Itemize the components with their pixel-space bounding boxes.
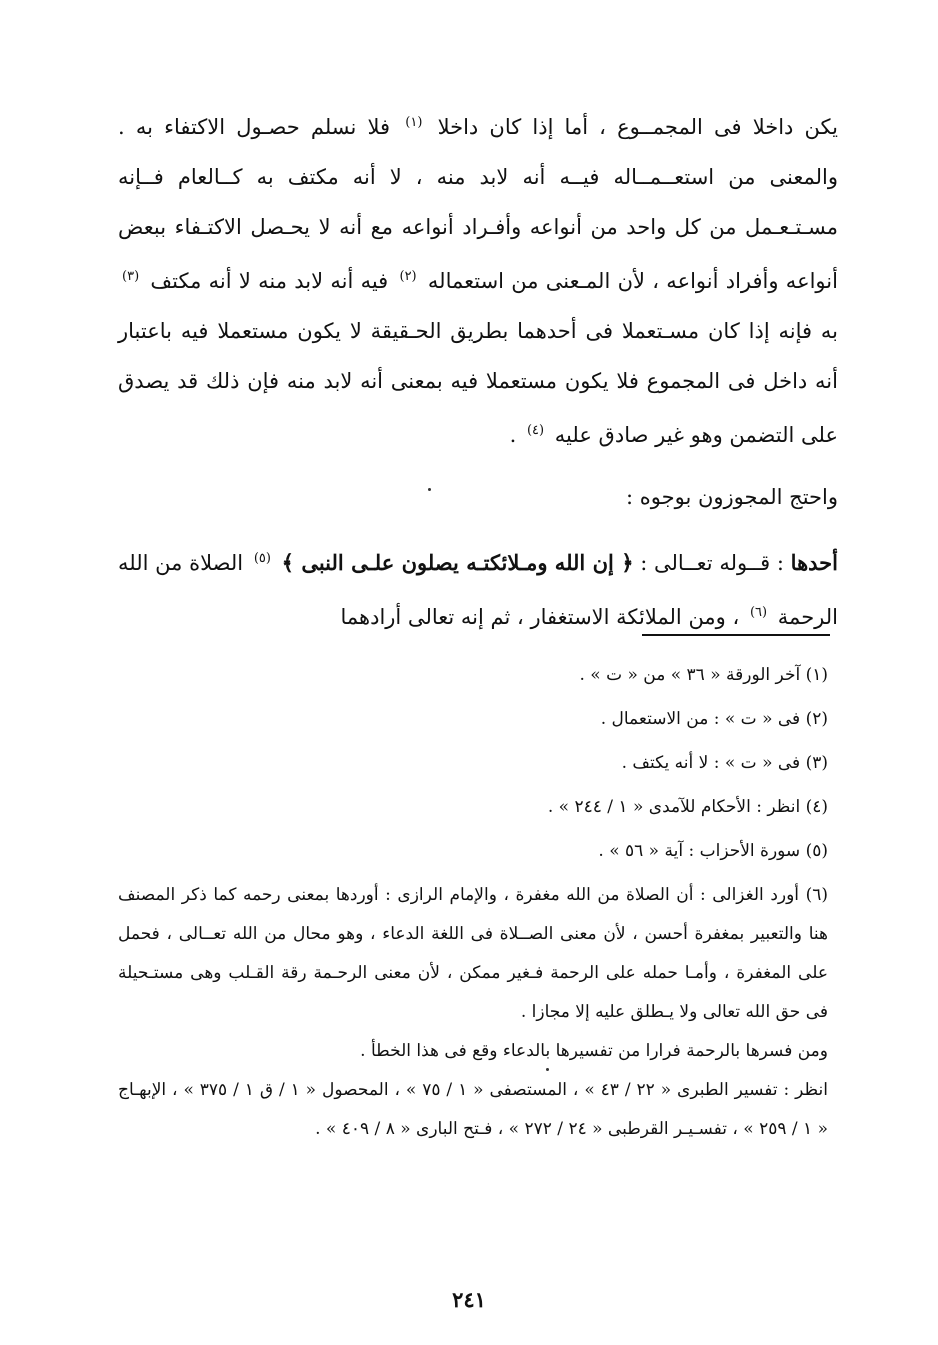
paragraph-2: واحتج المجوزون بوجوه : <box>626 485 838 509</box>
scan-speck <box>546 1068 549 1071</box>
footnote-2: (٢) فى « ت » : من الاستعمال . <box>600 709 828 729</box>
footnote-ref-3: (٣) <box>122 269 140 284</box>
text-segment: ، ومن الملائكة الاستغفار ، ثم إنه تعالى أرادهما <box>340 605 740 629</box>
scan-speck <box>428 488 431 491</box>
footnote-3: (٣) فى « ت » : لا أنه يكتف . <box>621 753 828 773</box>
footnote-ref-6: (٦) <box>749 605 768 620</box>
footnote-6-continuation: ومن فسرها بالرحمة فرارا من تفسيرها بالدعاء وقع فى هذا الخطأ . <box>360 1041 828 1061</box>
paragraph-lead: أحدها <box>790 550 838 575</box>
footnote-6-references: انظر : تفسير الطبرى « ٢٢ / ٤٣ » ، المستصفى « ١ / ٧٥ » ، المحصول « ١ / ق ١ / ٣٧٥ » ، الإبهـاج « ١ / ٢٥٩ » ، تفسـيـر القرطبى « ٢٤ / ٢٧٢ » ، فـتح البارى « ٨ / ٤٠٩ » . <box>118 1080 828 1139</box>
footnote-ref-2: (٢) <box>399 269 417 284</box>
paragraph-gap <box>118 460 838 472</box>
footnote-1: (١) آخر الورقة « ٣٦ » من « ت » . <box>579 665 828 685</box>
text-segment: يكن داخلا فى المجمــوع ، أما إذا كان داخلا <box>437 115 838 139</box>
text-segment: به فإنه إذا كان مسـتعملا فى أحدهما بطريق الحـقيقة لا يكون مستعملا فيه باعتبار أنه داخل فى المجموع فلا يكون مستعملا فيه بمعنى أنه لابد منه فإن ذلك قد يصدق على التضمن وهو غير صادق عليه <box>118 319 838 447</box>
footnote-ref-5: (٥) <box>253 551 271 566</box>
footnote-5: (٥) سورة الأحزاب : آية « ٥٦ » . <box>598 841 828 861</box>
paragraph-gap <box>118 522 838 534</box>
footnote-separator <box>642 634 830 636</box>
text-segment: فلا نسلم حصـول الاكتفاء به . والمعنى من استعــمــاله فيــه أنه لابد منه ، لا أنه مكتف به كــالعام فــإنه مسـتـعـمل من كل واحد من أنواعه وأفـراد أنواعه مع أنه لا يحـصل الاكتـفاء ببعض أنواعه وأفراد أنواعه ، لأن المـعنى من استعماله <box>118 115 838 293</box>
paragraph-3 <box>118 534 838 642</box>
footnotes <box>118 656 828 1149</box>
page-number: ٢٤١ <box>452 1287 486 1312</box>
text-segment: الصلاة من الله الرحمة <box>118 551 838 629</box>
paragraph-1 <box>118 98 838 460</box>
quran-verse: ﴿ إن الله ومـلائكتـه يصلون علـى النبى ﴾ <box>281 550 634 575</box>
footnote-6: (٦) أورد الغزالى : أن الصلاة من الله مغفرة ، والإمام الرازى : أوردها بمعنى رحمه كما ذكر المصنف هنا والتعبير بمغفرة أحسن ، لأن معنى الصــلاة فى اللغة الدعاء ، وهو محال من الله تعــالى ، فحمل على المغفرة ، وأمـا حمله على الرحمة فـغير ممكن ، لأن معنى الرحـمة رقة القـلب وهى مستـحيلة فى حق الله تعالى ولا يـطلق عليه إلا مجازا . <box>118 885 828 1022</box>
footnote-4: (٤) انظر : الأحكام للآمدى « ١ / ٢٤٤ » . <box>547 797 828 817</box>
footnote-ref-1: (١) <box>405 115 423 130</box>
text-segment: . <box>509 423 517 447</box>
footnote-ref-4: (٤) <box>526 423 545 438</box>
text-segment: فيه أنه لابد منه لا أنه مكتف <box>150 269 389 293</box>
main-body-text <box>118 98 838 642</box>
text-segment: : قــوله تعــالى : <box>640 551 784 575</box>
